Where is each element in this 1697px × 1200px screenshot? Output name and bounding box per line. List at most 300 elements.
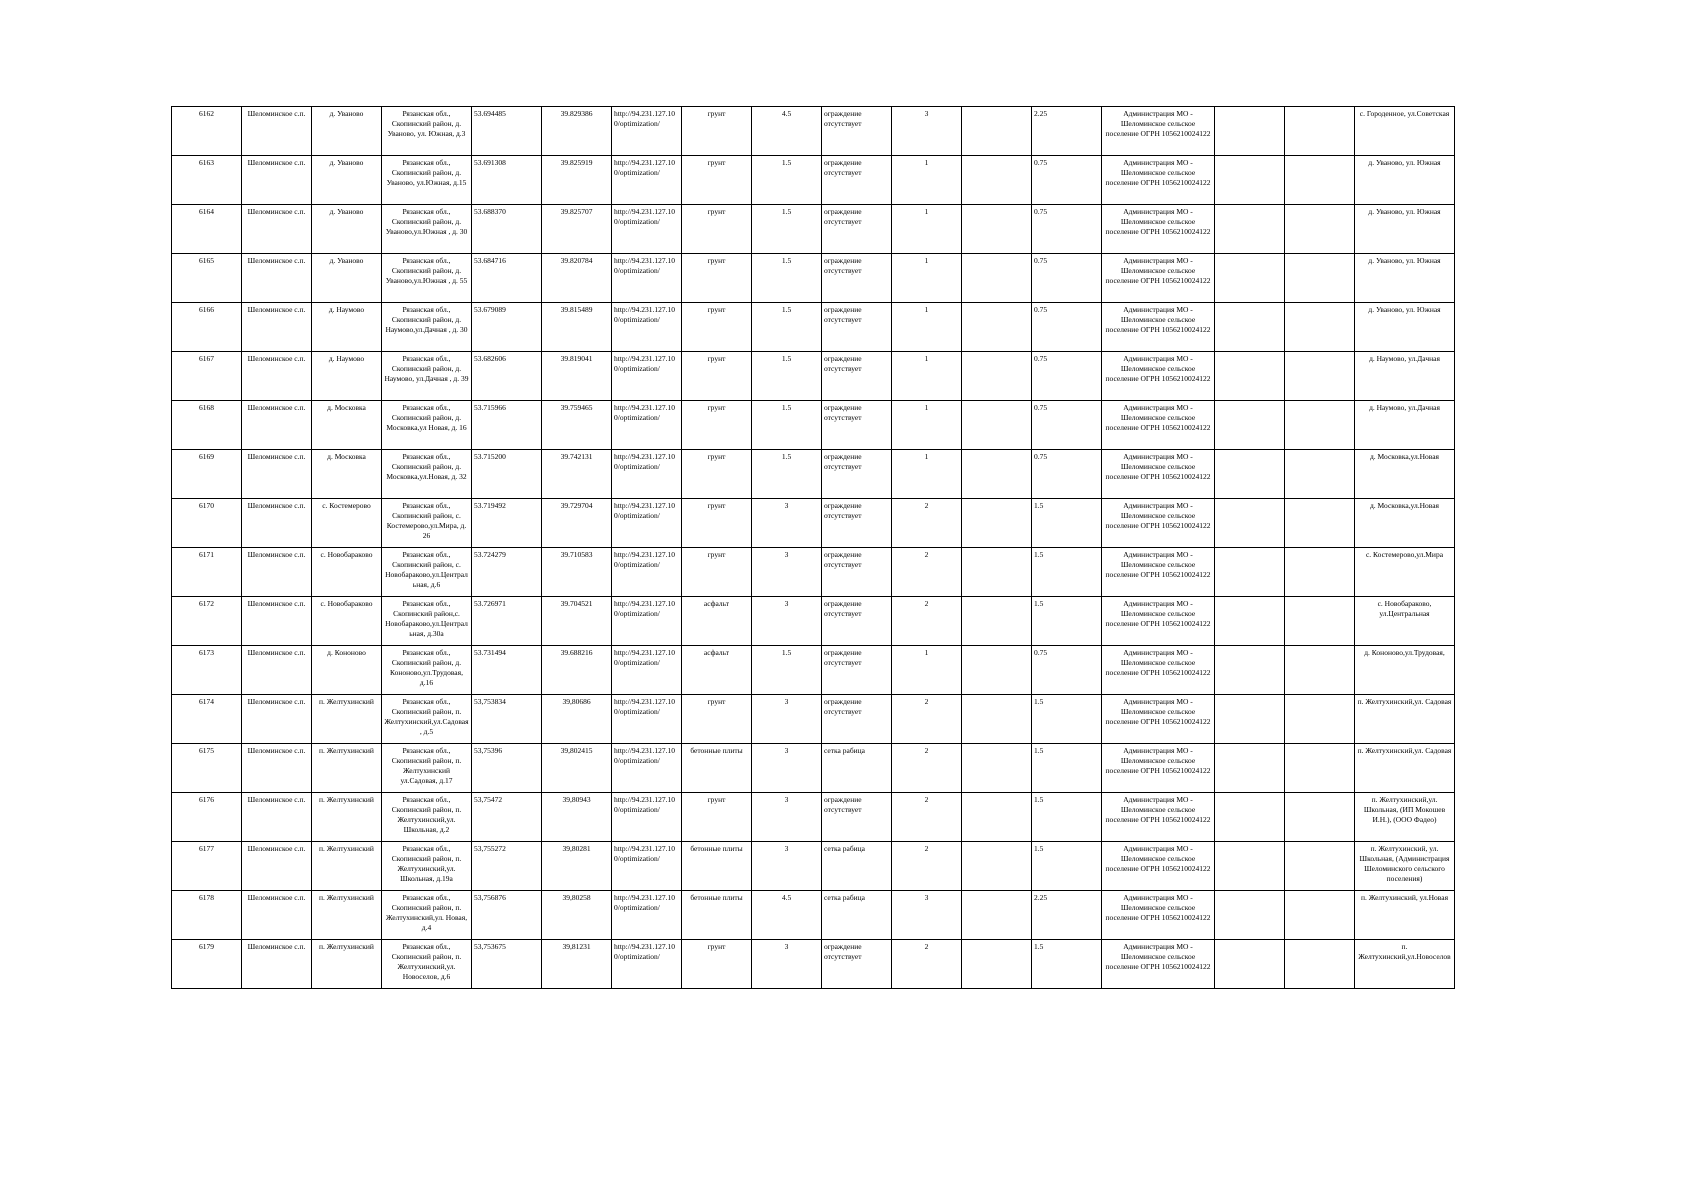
cell-surface: асфальт	[682, 646, 752, 695]
cell-owner: Администрация МО - Шеломинское сельское поселение ОГРН 1056210024122	[1102, 940, 1215, 989]
cell-settlement: Шеломинское с.п.	[242, 205, 312, 254]
cell-locality: п. Желтухинский	[312, 793, 382, 842]
cell-address: Рязанская обл., Скопинский район, д. Уваново, ул. Южная, д.3	[382, 107, 472, 156]
cell-empty3	[1285, 303, 1355, 352]
cell-empty3	[1285, 156, 1355, 205]
cell-settlement: Шеломинское с.п.	[242, 891, 312, 940]
cell-settlement: Шеломинское с.п.	[242, 548, 312, 597]
cell-settlement: Шеломинское с.п.	[242, 842, 312, 891]
cell-owner: Администрация МО - Шеломинское сельское поселение ОГРН 1056210024122	[1102, 891, 1215, 940]
cell-containers: 2	[892, 695, 962, 744]
cell-empty	[962, 597, 1032, 646]
cell-empty2	[1215, 842, 1285, 891]
cell-empty	[962, 891, 1032, 940]
table-row	[172, 107, 1455, 156]
cell-containers: 1	[892, 401, 962, 450]
cell-address: Рязанская обл., Скопинский район, п. Желтухинский,ул. Школьная, д.19а	[382, 842, 472, 891]
cell-locality: с. Костемерово	[312, 499, 382, 548]
cell-empty	[962, 107, 1032, 156]
cell-surface: грунт	[682, 352, 752, 401]
cell-locality: д. Уваново	[312, 254, 382, 303]
cell-containers: 1	[892, 205, 962, 254]
cell-fence: ограждение отсутствует	[822, 450, 892, 499]
cell-fence: ограждение отсутствует	[822, 793, 892, 842]
cell-url: http://94.231.127.10 0/optimization/	[612, 793, 682, 842]
cell-longitude: 39.704521	[542, 597, 612, 646]
cell-longitude: 39,802415	[542, 744, 612, 793]
cell-volume: 1.5	[1032, 793, 1102, 842]
cell-locality: д. Уваново	[312, 205, 382, 254]
cell-owner: Администрация МО - Шеломинское сельское поселение ОГРН 1056210024122	[1102, 597, 1215, 646]
cell-latitude: 53.724279	[472, 548, 542, 597]
cell-surface: грунт	[682, 695, 752, 744]
cell-volume: 0.75	[1032, 254, 1102, 303]
cell-containers: 1	[892, 646, 962, 695]
cell-address: Рязанская обл., Скопинский район, п. Желтухинский,ул. Новоселов, д.6	[382, 940, 472, 989]
cell-empty3	[1285, 450, 1355, 499]
cell-latitude: 53.691308	[472, 156, 542, 205]
cell-empty2	[1215, 352, 1285, 401]
cell-fence: ограждение отсутствует	[822, 156, 892, 205]
cell-fence: ограждение отсутствует	[822, 646, 892, 695]
cell-empty	[962, 646, 1032, 695]
cell-fence: ограждение отсутствует	[822, 548, 892, 597]
cell-address: Рязанская обл., Скопинский район, п. Желтухинский,ул.Садовая, д.5	[382, 695, 472, 744]
cell-empty2	[1215, 597, 1285, 646]
cell-empty	[962, 401, 1032, 450]
cell-empty	[962, 940, 1032, 989]
cell-url: http://94.231.127.10 0/optimization/	[612, 303, 682, 352]
cell-surface: грунт	[682, 548, 752, 597]
cell-empty2	[1215, 303, 1285, 352]
cell-settlement: Шеломинское с.п.	[242, 450, 312, 499]
cell-area: 1.5	[752, 352, 822, 401]
table-row	[172, 597, 1455, 646]
cell-empty3	[1285, 646, 1355, 695]
cell-empty2	[1215, 744, 1285, 793]
cell-id: 6168	[172, 401, 242, 450]
cell-surface: грунт	[682, 793, 752, 842]
cell-address: Рязанская обл., Скопинский район, д. Наумово, ул.Дачная , д. 39	[382, 352, 472, 401]
table-row	[172, 940, 1455, 989]
cell-empty2	[1215, 695, 1285, 744]
cell-empty	[962, 254, 1032, 303]
cell-served: д. Уваново, ул. Южная	[1355, 156, 1455, 205]
cell-owner: Администрация МО - Шеломинское сельское поселение ОГРН 1056210024122	[1102, 548, 1215, 597]
cell-settlement: Шеломинское с.п.	[242, 695, 312, 744]
cell-served: с. Костемерово,ул.Мира	[1355, 548, 1455, 597]
cell-served: д. Наумово, ул.Дачная	[1355, 352, 1455, 401]
cell-id: 6169	[172, 450, 242, 499]
cell-owner: Администрация МО - Шеломинское сельское поселение ОГРН 1056210024122	[1102, 107, 1215, 156]
cell-surface: грунт	[682, 156, 752, 205]
cell-empty2	[1215, 450, 1285, 499]
cell-latitude: 53.719492	[472, 499, 542, 548]
table-row	[172, 793, 1455, 842]
cell-surface: грунт	[682, 254, 752, 303]
cell-url: http://94.231.127.10 0/optimization/	[612, 891, 682, 940]
cell-area: 3	[752, 548, 822, 597]
cell-url: http://94.231.127.10 0/optimization/	[612, 352, 682, 401]
cell-area: 1.5	[752, 450, 822, 499]
cell-owner: Администрация МО - Шеломинское сельское поселение ОГРН 1056210024122	[1102, 450, 1215, 499]
cell-surface: бетонные плиты	[682, 891, 752, 940]
cell-empty	[962, 450, 1032, 499]
cell-owner: Администрация МО - Шеломинское сельское поселение ОГРН 1056210024122	[1102, 156, 1215, 205]
cell-containers: 2	[892, 842, 962, 891]
cell-area: 1.5	[752, 156, 822, 205]
cell-surface: асфальт	[682, 597, 752, 646]
cell-empty3	[1285, 695, 1355, 744]
cell-locality: с. Новобараково	[312, 597, 382, 646]
cell-id: 6177	[172, 842, 242, 891]
cell-address: Рязанская обл., Скопинский район, с. Новобараково,ул.Центральная, д.6	[382, 548, 472, 597]
cell-settlement: Шеломинское с.п.	[242, 107, 312, 156]
cell-fence: ограждение отсутствует	[822, 303, 892, 352]
cell-longitude: 39.829386	[542, 107, 612, 156]
cell-volume: 2.25	[1032, 107, 1102, 156]
cell-address: Рязанская обл., Скопинский район,с. Новобараково,ул.Центральная, д.30а	[382, 597, 472, 646]
cell-id: 6174	[172, 695, 242, 744]
cell-containers: 1	[892, 450, 962, 499]
cell-empty	[962, 303, 1032, 352]
cell-longitude: 39,80686	[542, 695, 612, 744]
cell-longitude: 39,80281	[542, 842, 612, 891]
cell-volume: 0.75	[1032, 205, 1102, 254]
cell-settlement: Шеломинское с.п.	[242, 499, 312, 548]
table-row	[172, 891, 1455, 940]
cell-longitude: 39.815489	[542, 303, 612, 352]
cell-area: 3	[752, 940, 822, 989]
cell-served: с. Городенное, ул.Советская	[1355, 107, 1455, 156]
cell-containers: 2	[892, 499, 962, 548]
cell-empty	[962, 842, 1032, 891]
cell-served: д. Уваново, ул. Южная	[1355, 205, 1455, 254]
cell-owner: Администрация МО - Шеломинское сельское поселение ОГРН 1056210024122	[1102, 303, 1215, 352]
cell-locality: п. Желтухинский	[312, 842, 382, 891]
cell-served: д. Московка,ул.Новая	[1355, 499, 1455, 548]
cell-served: с. Новобараково, ул.Центральная	[1355, 597, 1455, 646]
cell-area: 1.5	[752, 303, 822, 352]
cell-longitude: 39.759465	[542, 401, 612, 450]
cell-area: 3	[752, 744, 822, 793]
cell-settlement: Шеломинское с.п.	[242, 646, 312, 695]
cell-volume: 0.75	[1032, 646, 1102, 695]
cell-longitude: 39.825919	[542, 156, 612, 205]
cell-volume: 1.5	[1032, 499, 1102, 548]
cell-settlement: Шеломинское с.п.	[242, 401, 312, 450]
cell-url: http://94.231.127.10 0/optimization/	[612, 940, 682, 989]
cell-id: 6165	[172, 254, 242, 303]
cell-surface: грунт	[682, 303, 752, 352]
cell-area: 4.5	[752, 107, 822, 156]
cell-longitude: 39.710583	[542, 548, 612, 597]
cell-latitude: 53.726971	[472, 597, 542, 646]
cell-address: Рязанская обл., Скопинский район, п. Желтухинский,ул. Новая, д.4	[382, 891, 472, 940]
cell-longitude: 39.825707	[542, 205, 612, 254]
cell-owner: Администрация МО - Шеломинское сельское поселение ОГРН 1056210024122	[1102, 205, 1215, 254]
registry-table	[171, 106, 1455, 989]
cell-fence: ограждение отсутствует	[822, 695, 892, 744]
cell-address: Рязанская обл., Скопинский район, д. Московка,ул.Новая, д. 32	[382, 450, 472, 499]
cell-area: 1.5	[752, 401, 822, 450]
cell-locality: п. Желтухинский	[312, 744, 382, 793]
cell-locality: п. Желтухинский	[312, 940, 382, 989]
cell-empty	[962, 352, 1032, 401]
cell-latitude: 53,755272	[472, 842, 542, 891]
cell-address: Рязанская обл., Скопинский район, д. Уваново,ул.Южная , д. 30	[382, 205, 472, 254]
cell-empty	[962, 695, 1032, 744]
cell-id: 6172	[172, 597, 242, 646]
cell-longitude: 39.819041	[542, 352, 612, 401]
cell-fence: ограждение отсутствует	[822, 597, 892, 646]
cell-owner: Администрация МО - Шеломинское сельское поселение ОГРН 1056210024122	[1102, 744, 1215, 793]
cell-empty3	[1285, 793, 1355, 842]
cell-url: http://94.231.127.10 0/optimization/	[612, 548, 682, 597]
cell-settlement: Шеломинское с.п.	[242, 254, 312, 303]
table-row	[172, 352, 1455, 401]
cell-empty3	[1285, 205, 1355, 254]
cell-locality: д. Московка	[312, 401, 382, 450]
cell-address: Рязанская обл., Скопинский район, п. Желтухинский ул.Садовая, д.17	[382, 744, 472, 793]
cell-latitude: 53.715200	[472, 450, 542, 499]
cell-url: http://94.231.127.10 0/optimization/	[612, 646, 682, 695]
cell-fence: ограждение отсутствует	[822, 107, 892, 156]
cell-volume: 0.75	[1032, 450, 1102, 499]
cell-id: 6175	[172, 744, 242, 793]
cell-area: 1.5	[752, 205, 822, 254]
cell-empty	[962, 548, 1032, 597]
cell-fence: ограждение отсутствует	[822, 205, 892, 254]
table-row	[172, 646, 1455, 695]
cell-served: д. Уваново, ул. Южная	[1355, 303, 1455, 352]
cell-empty3	[1285, 891, 1355, 940]
cell-id: 6176	[172, 793, 242, 842]
cell-served: д. Кононово,ул.Трудовая,	[1355, 646, 1455, 695]
cell-latitude: 53.688370	[472, 205, 542, 254]
cell-latitude: 53,753834	[472, 695, 542, 744]
cell-served: п. Желтухинский,ул. Садовая	[1355, 744, 1455, 793]
cell-containers: 2	[892, 744, 962, 793]
cell-volume: 1.5	[1032, 597, 1102, 646]
cell-locality: с. Новобараково	[312, 548, 382, 597]
table-row	[172, 695, 1455, 744]
cell-served: д. Уваново, ул. Южная	[1355, 254, 1455, 303]
cell-area: 1.5	[752, 646, 822, 695]
cell-containers: 3	[892, 891, 962, 940]
cell-surface: грунт	[682, 107, 752, 156]
cell-address: Рязанская обл., Скопинский район, д. Уваново, ул.Южная, д.15	[382, 156, 472, 205]
cell-longitude: 39.742131	[542, 450, 612, 499]
table-row	[172, 205, 1455, 254]
cell-containers: 2	[892, 548, 962, 597]
cell-empty2	[1215, 205, 1285, 254]
cell-served: п. Желтухинский, ул. Школьная, (Администрация Шеломинского сельского поселения)	[1355, 842, 1455, 891]
table-row	[172, 548, 1455, 597]
cell-empty3	[1285, 548, 1355, 597]
cell-surface: грунт	[682, 499, 752, 548]
cell-volume: 1.5	[1032, 842, 1102, 891]
cell-surface: бетонные плиты	[682, 744, 752, 793]
cell-longitude: 39.729704	[542, 499, 612, 548]
cell-fence: ограждение отсутствует	[822, 940, 892, 989]
cell-url: http://94.231.127.10 0/optimization/	[612, 156, 682, 205]
cell-volume: 0.75	[1032, 303, 1102, 352]
cell-longitude: 39,81231	[542, 940, 612, 989]
cell-url: http://94.231.127.10 0/optimization/	[612, 254, 682, 303]
cell-latitude: 53.682606	[472, 352, 542, 401]
cell-volume: 2.25	[1032, 891, 1102, 940]
table-row	[172, 156, 1455, 205]
cell-volume: 0.75	[1032, 156, 1102, 205]
cell-locality: д. Наумово	[312, 303, 382, 352]
cell-served: д. Наумово, ул.Дачная	[1355, 401, 1455, 450]
cell-latitude: 53,75396	[472, 744, 542, 793]
cell-served: п. Желтухинский,ул. Школьная, (ИП Мокошев И.Н.), (ООО Фадео)	[1355, 793, 1455, 842]
cell-owner: Администрация МО - Шеломинское сельское поселение ОГРН 1056210024122	[1102, 499, 1215, 548]
cell-address: Рязанская обл., Скопинский район, п. Желтухинский,ул. Школьная, д.2	[382, 793, 472, 842]
cell-served: п. Желтухинский,ул. Садовая	[1355, 695, 1455, 744]
cell-volume: 1.5	[1032, 744, 1102, 793]
cell-containers: 1	[892, 303, 962, 352]
cell-longitude: 39,80943	[542, 793, 612, 842]
cell-empty3	[1285, 940, 1355, 989]
cell-latitude: 53,756876	[472, 891, 542, 940]
cell-containers: 2	[892, 940, 962, 989]
cell-locality: д. Уваново	[312, 107, 382, 156]
table-body	[172, 107, 1455, 989]
cell-area: 3	[752, 842, 822, 891]
cell-settlement: Шеломинское с.п.	[242, 793, 312, 842]
cell-id: 6179	[172, 940, 242, 989]
table-row	[172, 842, 1455, 891]
cell-containers: 3	[892, 107, 962, 156]
cell-locality: д. Кононово	[312, 646, 382, 695]
cell-id: 6163	[172, 156, 242, 205]
cell-owner: Администрация МО - Шеломинское сельское поселение ОГРН 1056210024122	[1102, 646, 1215, 695]
cell-fence: ограждение отсутствует	[822, 254, 892, 303]
cell-latitude: 53,75472	[472, 793, 542, 842]
cell-empty2	[1215, 156, 1285, 205]
cell-id: 6164	[172, 205, 242, 254]
cell-empty3	[1285, 401, 1355, 450]
cell-empty2	[1215, 548, 1285, 597]
cell-surface: грунт	[682, 940, 752, 989]
cell-empty2	[1215, 891, 1285, 940]
cell-containers: 2	[892, 597, 962, 646]
cell-area: 3	[752, 793, 822, 842]
cell-empty3	[1285, 744, 1355, 793]
cell-containers: 1	[892, 254, 962, 303]
cell-empty2	[1215, 401, 1285, 450]
cell-locality: д. Московка	[312, 450, 382, 499]
cell-url: http://94.231.127.10 0/optimization/	[612, 450, 682, 499]
cell-served: п. Желтухинский,ул.Новоселов	[1355, 940, 1455, 989]
cell-fence: сетка рабица	[822, 891, 892, 940]
cell-settlement: Шеломинское с.п.	[242, 303, 312, 352]
cell-served: п. Желтухинский, ул.Новая	[1355, 891, 1455, 940]
table-row	[172, 254, 1455, 303]
cell-settlement: Шеломинское с.п.	[242, 156, 312, 205]
cell-url: http://94.231.127.10 0/optimization/	[612, 695, 682, 744]
table-row	[172, 303, 1455, 352]
cell-empty3	[1285, 597, 1355, 646]
cell-surface: грунт	[682, 401, 752, 450]
table-row	[172, 499, 1455, 548]
cell-id: 6167	[172, 352, 242, 401]
cell-longitude: 39.820784	[542, 254, 612, 303]
cell-empty3	[1285, 842, 1355, 891]
cell-served: д. Московка,ул.Новая	[1355, 450, 1455, 499]
cell-locality: д. Наумово	[312, 352, 382, 401]
cell-area: 1.5	[752, 254, 822, 303]
cell-url: http://94.231.127.10 0/optimization/	[612, 205, 682, 254]
cell-empty2	[1215, 107, 1285, 156]
cell-owner: Администрация МО - Шеломинское сельское поселение ОГРН 1056210024122	[1102, 842, 1215, 891]
cell-url: http://94.231.127.10 0/optimization/	[612, 597, 682, 646]
cell-containers: 1	[892, 156, 962, 205]
cell-empty	[962, 793, 1032, 842]
cell-fence: сетка рабица	[822, 842, 892, 891]
cell-volume: 0.75	[1032, 401, 1102, 450]
cell-id: 6162	[172, 107, 242, 156]
cell-latitude: 53.694485	[472, 107, 542, 156]
cell-empty	[962, 499, 1032, 548]
cell-latitude: 53.679089	[472, 303, 542, 352]
cell-empty	[962, 744, 1032, 793]
cell-fence: сетка рабица	[822, 744, 892, 793]
cell-id: 6166	[172, 303, 242, 352]
cell-empty2	[1215, 793, 1285, 842]
cell-url: http://94.231.127.10 0/optimization/	[612, 842, 682, 891]
cell-url: http://94.231.127.10 0/optimization/	[612, 744, 682, 793]
cell-settlement: Шеломинское с.п.	[242, 352, 312, 401]
cell-address: Рязанская обл., Скопинский район, д. Наумово,ул.Дачная , д. 30	[382, 303, 472, 352]
cell-latitude: 53.715966	[472, 401, 542, 450]
cell-address: Рязанская обл., Скопинский район, с. Костемерово,ул.Мира, д. 26	[382, 499, 472, 548]
cell-owner: Администрация МО - Шеломинское сельское поселение ОГРН 1056210024122	[1102, 401, 1215, 450]
cell-longitude: 39.688216	[542, 646, 612, 695]
cell-address: Рязанская обл., Скопинский район, д. Уваново,ул.Южная , д. 55	[382, 254, 472, 303]
cell-empty3	[1285, 107, 1355, 156]
cell-empty3	[1285, 499, 1355, 548]
cell-locality: п. Желтухинский	[312, 695, 382, 744]
cell-area: 3	[752, 695, 822, 744]
cell-url: http://94.231.127.10 0/optimization/	[612, 499, 682, 548]
cell-volume: 0.75	[1032, 352, 1102, 401]
cell-id: 6170	[172, 499, 242, 548]
cell-area: 3	[752, 499, 822, 548]
cell-volume: 1.5	[1032, 940, 1102, 989]
cell-fence: ограждение отсутствует	[822, 352, 892, 401]
cell-fence: ограждение отсутствует	[822, 499, 892, 548]
cell-surface: бетонные плиты	[682, 842, 752, 891]
cell-area: 4.5	[752, 891, 822, 940]
cell-empty3	[1285, 352, 1355, 401]
cell-settlement: Шеломинское с.п.	[242, 940, 312, 989]
cell-surface: грунт	[682, 205, 752, 254]
cell-empty	[962, 205, 1032, 254]
cell-id: 6171	[172, 548, 242, 597]
cell-containers: 1	[892, 352, 962, 401]
cell-empty2	[1215, 646, 1285, 695]
cell-id: 6173	[172, 646, 242, 695]
cell-volume: 1.5	[1032, 695, 1102, 744]
cell-url: http://94.231.127.10 0/optimization/	[612, 107, 682, 156]
cell-url: http://94.231.127.10 0/optimization/	[612, 401, 682, 450]
cell-latitude: 53.684716	[472, 254, 542, 303]
cell-owner: Администрация МО - Шеломинское сельское поселение ОГРН 1056210024122	[1102, 695, 1215, 744]
